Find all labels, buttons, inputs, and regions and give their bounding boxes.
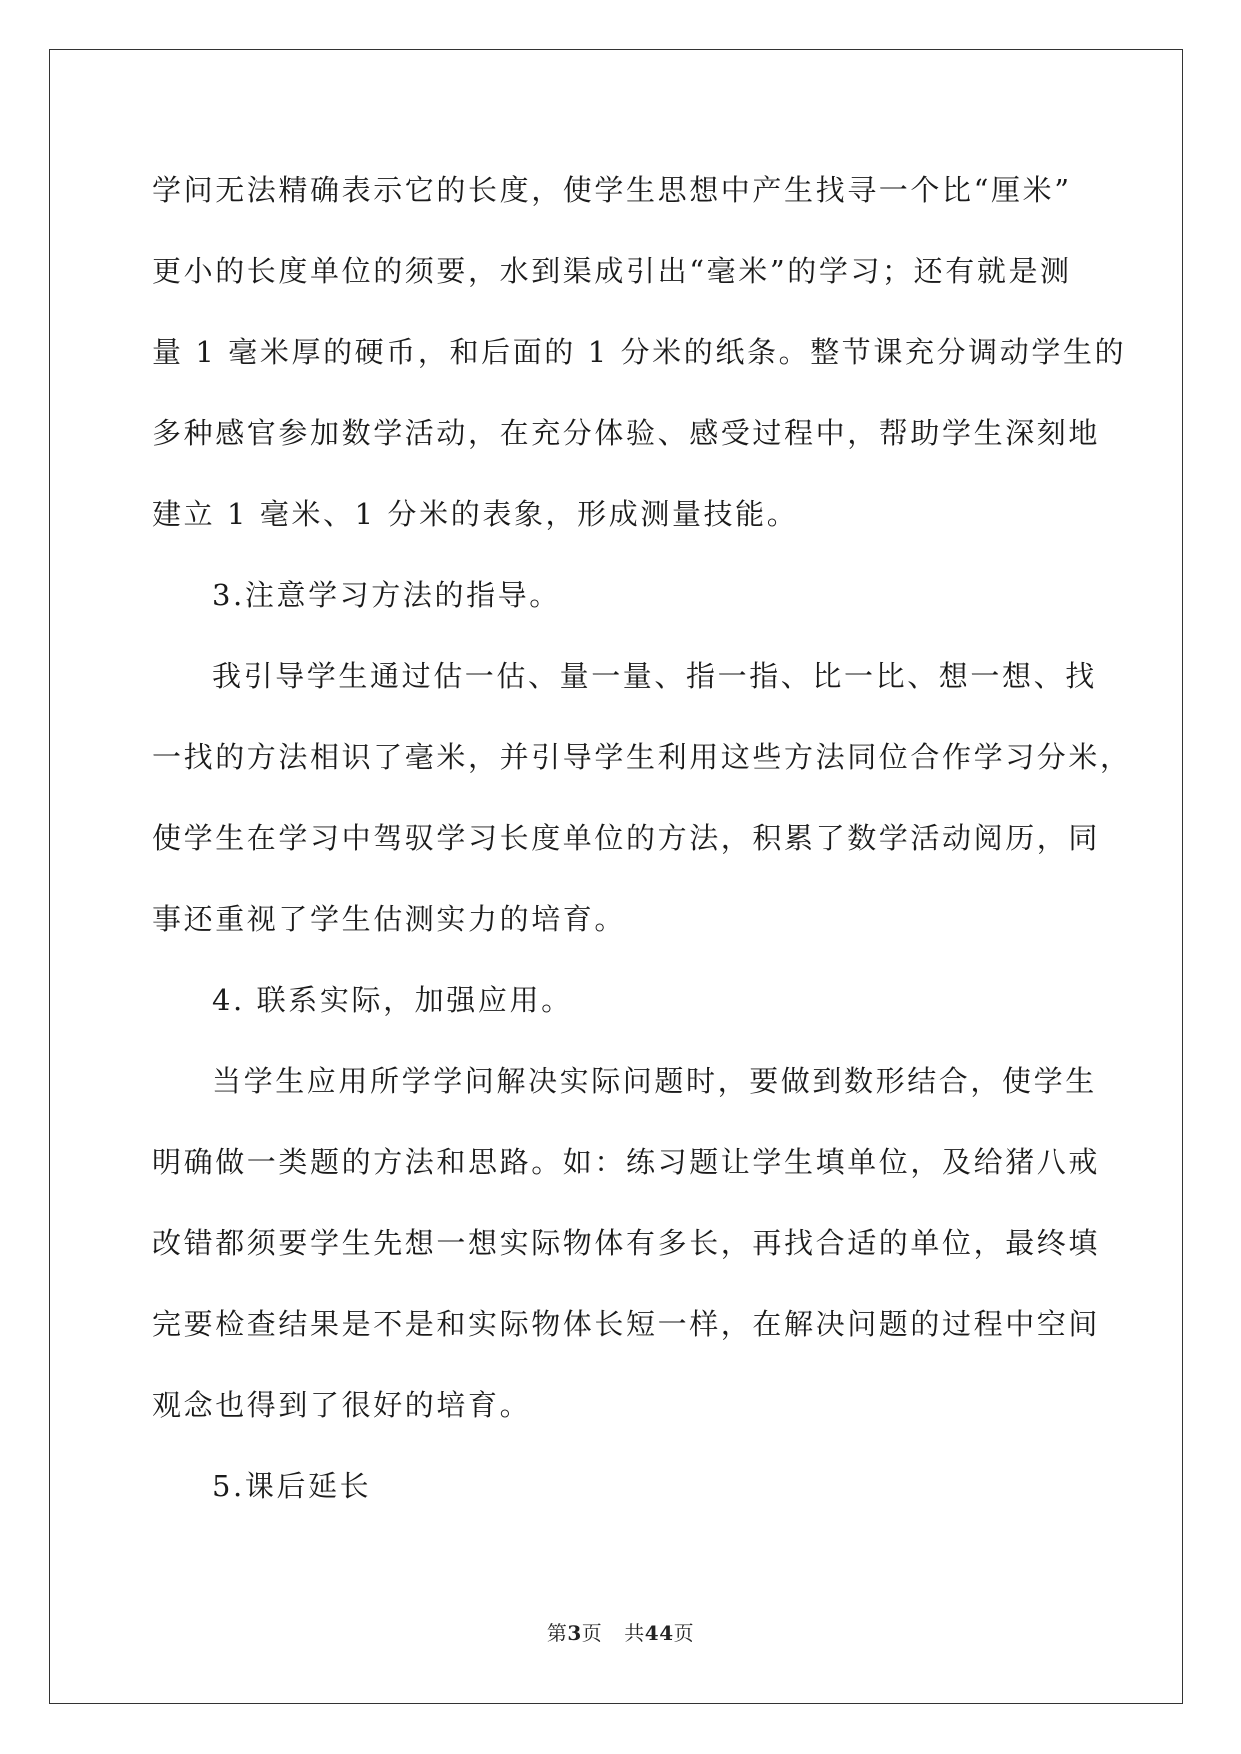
text-line: 我引导学生通过估一估、量一量、指一指、比一比、想一想、找 — [212, 659, 1097, 693]
text-line: 明确做一类题的方法和思路。如：练习题让学生填单位，及给猪八戒 — [152, 1145, 1101, 1179]
page-number: 3 — [567, 1621, 582, 1645]
text-line: 事还重视了学生估测实力的培育。 — [152, 902, 627, 936]
text-line: 观念也得到了很好的培育。 — [152, 1388, 532, 1422]
page-prefix: 第 — [546, 1621, 568, 1645]
page-suffix: 页 — [581, 1621, 603, 1645]
text-line: 更小的长度单位的须要，水到渠成引出“毫米”的学习；还有就是测 — [152, 254, 1072, 288]
text-line: 学问无法精确表示它的长度，使学生思想中产生找寻一个比“厘米” — [152, 173, 1072, 207]
total-suffix: 页 — [673, 1621, 695, 1645]
text-line: 多种感官参加数学活动，在充分体验、感受过程中，帮助学生深刻地 — [152, 416, 1101, 450]
text-line: 使学生在学习中驾驭学习长度单位的方法，积累了数学活动阅历，同 — [152, 821, 1101, 855]
text-line: 完要检查结果是不是和实际物体长短一样，在解决问题的过程中空间 — [152, 1307, 1101, 1341]
section-heading: 3.注意学习方法的指导。 — [212, 578, 561, 612]
page-total: 44 — [644, 1621, 674, 1645]
text-line: 建立 1 毫米、1 分米的表象，形成测量技能。 — [152, 497, 799, 531]
text-line: 一找的方法相识了毫米，并引导学生利用这些方法同位合作学习分米， — [152, 740, 1132, 774]
text-line: 量 1 毫米厚的硬币，和后面的 1 分米的纸条。整节课充分调动学生的 — [152, 335, 1127, 369]
document-body — [152, 150, 1132, 1527]
page-footer — [0, 1621, 1241, 1645]
total-prefix: 共 — [624, 1621, 645, 1645]
section-heading: 4. 联系实际，加强应用。 — [212, 983, 573, 1017]
text-line: 改错都须要学生先想一想实际物体有多长，再找合适的单位，最终填 — [152, 1226, 1101, 1260]
section-heading: 5.课后延长 — [212, 1469, 372, 1503]
text-line: 当学生应用所学学问解决实际问题时，要做到数形结合，使学生 — [212, 1064, 1097, 1098]
